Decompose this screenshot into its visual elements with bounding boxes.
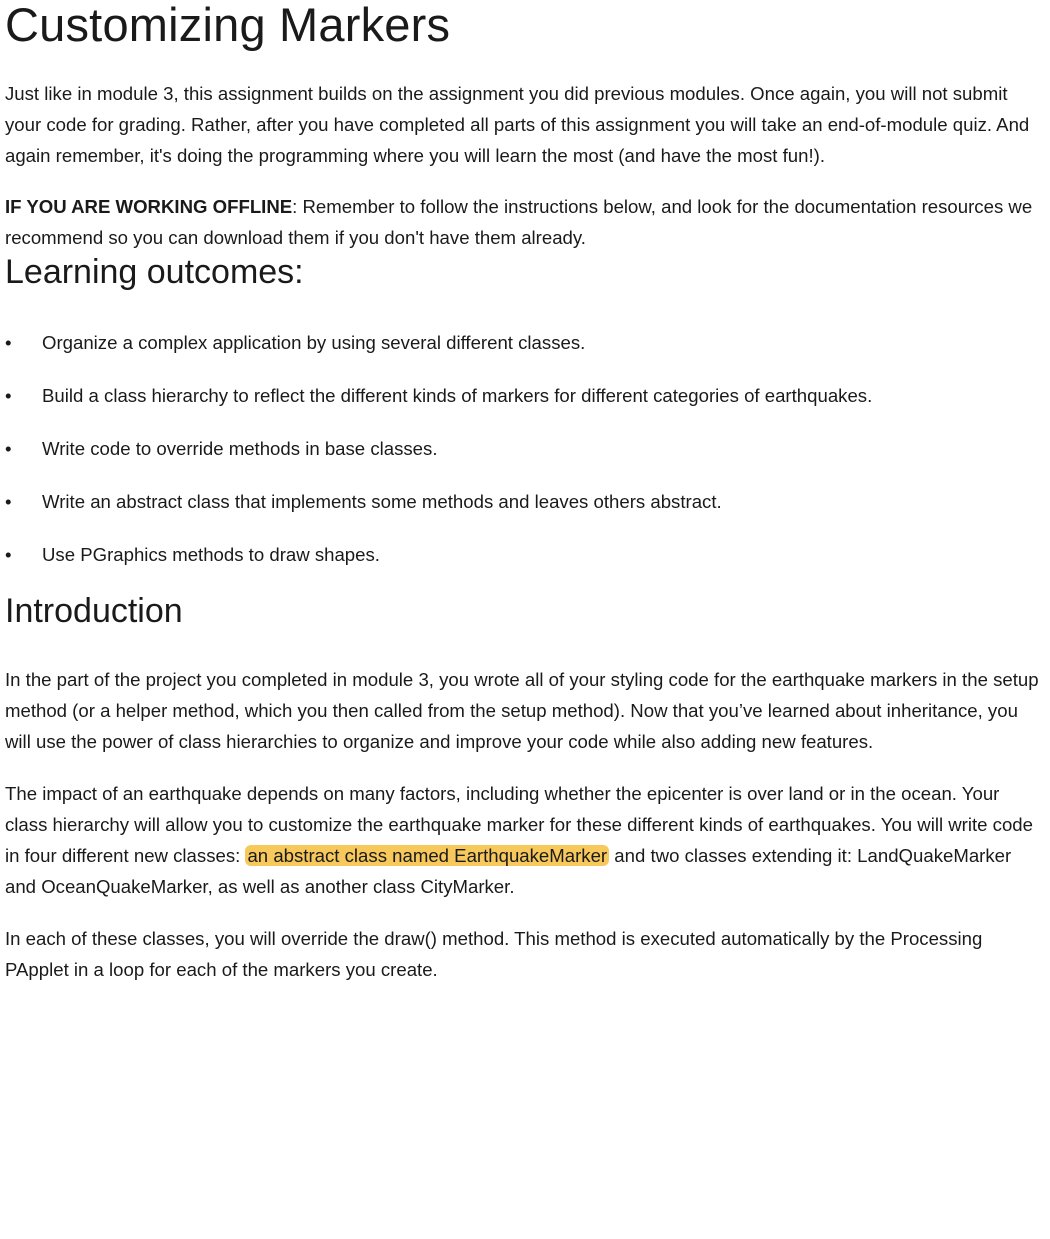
learning-outcomes-heading: Learning outcomes: bbox=[5, 253, 304, 291]
bullet-icon: • bbox=[5, 491, 12, 512]
introduction-paragraph-2 bbox=[5, 778, 1044, 902]
list-item bbox=[5, 327, 1044, 358]
page-title: Customizing Markers bbox=[5, 0, 451, 51]
offline-label: IF YOU ARE WORKING OFFLINE bbox=[5, 196, 293, 217]
list-item-text: Use PGraphics methods to draw shapes. bbox=[42, 544, 380, 565]
introduction-heading: Introduction bbox=[5, 592, 183, 630]
list-item bbox=[5, 380, 1044, 411]
bullet-icon: • bbox=[5, 544, 12, 565]
list-item bbox=[5, 486, 1044, 517]
list-item bbox=[5, 433, 1044, 464]
paragraph-text-before-highlight: The impact of an earthquake depends on many factors, including whether the epicenter is over land or in the ocean. Your class hierarchy will allow you to customize the earthquake marker for these different kinds of earthquakes. You will write code in four different new classes: bbox=[5, 783, 1033, 866]
highlighted-text: an abstract class named EarthquakeMarker bbox=[247, 845, 608, 866]
bullet-icon: • bbox=[5, 332, 12, 353]
learning-outcomes-list bbox=[5, 327, 1044, 570]
list-item-text: Build a class hierarchy to reflect the different kinds of markers for different categories of earthquakes. bbox=[42, 385, 873, 406]
list-item-text: Write an abstract class that implements some methods and leaves others abstract. bbox=[42, 491, 722, 512]
intro-paragraph: Just like in module 3, this assignment builds on the assignment you did previous modules. Once again, you will not submit your code for grading. Rather, after you have completed all parts of this assignment you will take an end-of-module quiz. And again remember, it's doing the programming where you will learn the most (and have the most fun!). bbox=[5, 83, 1030, 166]
list-item-text: Organize a complex application by using several different classes. bbox=[42, 332, 586, 353]
offline-note-text: : Remember to follow the instructions below, and look for the documentation resources we recommend so you can download them if you don't have them already. bbox=[5, 196, 1033, 248]
offline-note-paragraph bbox=[5, 191, 1044, 253]
list-item bbox=[5, 539, 1044, 570]
bullet-icon: • bbox=[5, 385, 12, 406]
introduction-paragraph-3: In each of these classes, you will override the draw() method. This method is executed automatically by the Processing PApplet in a loop for each of the markers you create. bbox=[5, 928, 983, 980]
paragraph-text-after-highlight: and two classes extending it: LandQuakeMarker and OceanQuakeMarker, as well as another class CityMarker. bbox=[5, 845, 1012, 897]
list-item-text: Write code to override methods in base classes. bbox=[42, 438, 438, 459]
introduction-paragraph-1: In the part of the project you completed in module 3, you wrote all of your styling code for the earthquake markers in the setup method (or a helper method, which you then called from the setup method). Now that you’ve learned about inheritance, you will use the power of class hierarchies to organize and improve your code while also adding new features. bbox=[5, 669, 1039, 752]
bullet-icon: • bbox=[5, 438, 12, 459]
